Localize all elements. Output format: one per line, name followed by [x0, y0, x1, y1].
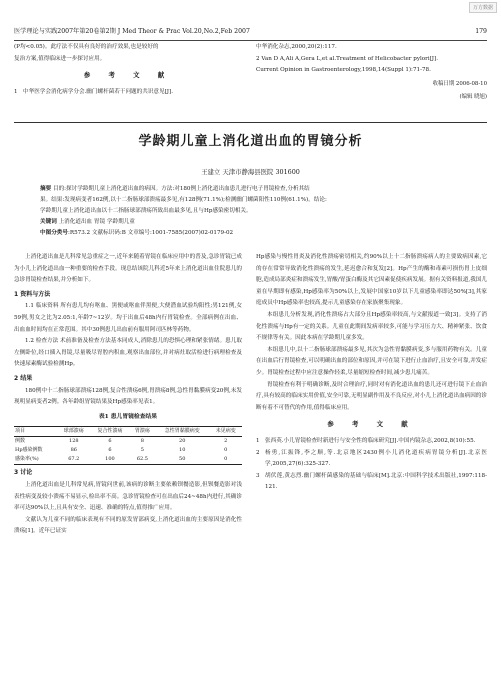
references-title: 参 考 文 献 — [327, 420, 416, 429]
section-divider — [14, 122, 487, 123]
prev-ref-line: 2 Van D A,Ali A,Gera L,et al.Treatment of Helicobacter pylori[J]. — [256, 55, 438, 62]
table-cell: 5 — [140, 447, 144, 454]
section-heading: 1 资料与方法 — [14, 290, 51, 298]
body-paragraph: 文献认为儿童不同的临床表现有不同的原发胃部病变,上消化道出血的主要原因是消化性溃疡[1]。近年已证实 — [14, 516, 242, 535]
table-row — [14, 455, 242, 465]
table-title: 表1 患儿胃镜检查结果 — [98, 413, 158, 420]
table-row — [14, 446, 242, 455]
abstract-text: 目的:探讨学龄期儿童上消化道出血的病因。方法:对180例上消化道出血患儿进行电子胃镜检查,分析其结 — [51, 186, 310, 192]
table-header-cell: 急性胃黏膜病变 — [164, 428, 200, 435]
classification-label: 中图分类号 — [40, 230, 68, 236]
section-heading: 2 结果 — [14, 374, 33, 382]
classification-text: :R573.2 文献标识码:B 文章编号:1001-7585(2007)02-0179-02 — [67, 230, 234, 236]
running-header — [14, 26, 487, 41]
table-row — [14, 437, 242, 447]
body-paragraph: 本组患儿分析发现,消化性溃疡占大部分且Hp感染率较高,与文献报道一致[3]。支持了消化性溃疡与Hp有一定的关系。儿童在此期间发病率较多,可能与学习压力大、精神紧张、饮食不规律等有关。因此本病在学龄期儿童多发。 — [256, 311, 487, 342]
table-header-cell: 球部溃疡 — [63, 428, 84, 435]
ref-number: 1 — [14, 88, 18, 95]
table-cell: 62.5 — [136, 456, 148, 463]
table-header-cell: 未见病变 — [215, 428, 236, 435]
ref-text: 中华医学会消化病学分会.幽门螺杆菌若干问题的共识意见[J]. — [23, 88, 174, 95]
ref-number: 1 — [256, 437, 260, 444]
table-header-cell: 复合性溃疡 — [97, 428, 123, 435]
table-cell: 2 — [224, 438, 228, 445]
classification-line — [40, 228, 466, 239]
table-cell: 0 — [224, 456, 228, 463]
table-cell: 10 — [179, 447, 186, 454]
body-paragraph: 上消化道出血是儿科常见病,胃镜问世前,该病的诊断主要依赖钡餐造影,但钡餐造影对浅表性病变及较小溃疡不易显示,检出率不高。急诊胃镜检查可在出血后24~48h内进行,其确诊率可达90%以上,且具有安全、迅速、准确的特点,值得推广应用。 — [14, 481, 242, 512]
results-table — [14, 426, 242, 465]
section-heading: 3 讨论 — [14, 469, 33, 477]
prev-text-line: (P均<0.05)。此疗法不仅具有良好的治疗效果,也是较好的 — [14, 44, 159, 50]
abstract-line — [40, 195, 466, 206]
corner-stamp: 万方数据 — [469, 2, 497, 13]
keywords-text: 上消化道出血 胃镜 学龄期儿童 — [56, 219, 135, 225]
prev-refs-title: 参 考 文 献 — [83, 71, 173, 80]
reference-item — [256, 471, 487, 494]
body-paragraph: 上消化道出血是儿科常见急重症之一,近年来随着胃镜在临床应用中的普及,急诊胃镜已成为小儿上消化道出血一种重要的检查手段。现总结该院儿科近5年来上消化道出血住院患儿的急诊胃镜检查结果,并分析如下。 — [14, 254, 242, 284]
article-authors: 王建立 天津市静海县医院 301600 — [201, 168, 300, 176]
table-cell: 6 — [108, 447, 112, 454]
table-cell: 8 — [140, 438, 144, 445]
ref-text: 张西英.小儿胃镜检查时新进行与安全性的临床研究[J].中国内镜杂志,2002,8(10):55. — [265, 437, 476, 444]
abstract-text: 果。结果:发现病变者162例,以十二指肠球部溃疡最多见,有128例(71.1%);检测幽门螺菌阳性110例(61.1%)。结论: — [40, 197, 327, 203]
table-cell: 0 — [224, 447, 228, 454]
prev-ref-line: Current Opinion in Gastroenterology,1998,14(Suppl 1):71-78. — [256, 67, 431, 74]
prev-ref-line: 中华消化杂志,2000,20(2):117. — [256, 44, 337, 50]
abstract-text: 学龄期儿童上消化道出血以十二指肠球部溃疡所致出血最多见,且与Hp感染密切相关。 — [40, 208, 252, 214]
keywords-label: 关键词 — [40, 219, 57, 225]
ref-text: 杨勇,江振锋,李之顺,等.北京地区2430例小儿消化道疾病胃镜分析[J].北京医学,2005,27(6):325-327. — [265, 449, 487, 468]
body-paragraph: 1.1 临床资料 所有患儿均有呕血、黑便或呕血伴黑便,大便潜血试验均阳性;男121例,女59例,男女之比为2.05:1,年龄7~12岁。均于出血后48h内行胃镜检查。全部病例在出血、出血血时间均在正常范围。其中30例患儿出血前有服用阿司匹林等药物。 — [14, 303, 242, 333]
abstract-line — [40, 206, 466, 217]
table-cell: 感染率(%) — [15, 456, 39, 463]
body-paragraph: 本组患儿中,以十二指肠球部溃疡最多见,其次为急性胃黏膜病变,多与服用药物有关。儿童在出血后行胃镜检查,可以明确出血的部位和原因,并可在镜下进行止血治疗,且安全可靠,并发症少。胃镜检查过程中应注意操作轻柔,尽量缩短检查时间,减少患儿痛苦。 — [256, 346, 487, 376]
keywords-line — [40, 217, 466, 228]
prev-reference — [14, 87, 242, 99]
abstract-block — [40, 184, 466, 239]
table-cell: 50 — [179, 456, 186, 463]
body-left-column — [14, 252, 242, 538]
article-title: 学龄期儿童上消化道出血的胃镜分析 — [138, 134, 363, 149]
body-paragraph: Hp感染与慢性胃炎及消化性溃疡密切相关,约90%以上十二指肠溃疡病人的主要致病因素,它的存在常常导致消化性溃疡的发生,延迟愈合和复发[2]。Hp产生的酶和毒素可损伤胃上皮细胞,造成局部炎症和溃疡发生,胃酸/胃蛋白酶及其它因素促使疾病发展。据有关资料报道,我国儿童在早期即有感染,Hp感染率为50%以上,发展中国家10岁以下儿童感染率即达50%[3],其家庭成员中Hp感染率也较高,提示儿童感染存在家族聚集现象。 — [256, 254, 487, 307]
table-cell: 6 — [108, 438, 112, 445]
table-header-cell: 胃溃疡 — [134, 428, 150, 435]
body-right-column — [256, 252, 487, 494]
table-header-cell: 项目 — [15, 428, 26, 435]
ref-text: 胡伏莲,黄志烈.幽门螺杆菌感染的基础与临床[M].北京:中国科学技术出版社,1997:118-121. — [265, 472, 487, 491]
abstract-line — [40, 184, 466, 195]
ref-number: 3 — [256, 472, 260, 479]
table-cell: Hp感染例数 — [15, 447, 43, 454]
table-cell: 67.2 — [68, 456, 80, 463]
body-paragraph: 胃镜检查有利于明确诊断,及时合理治疗,同时对有消化道出血的患儿还可进行镜下止血治疗,具有较高的临床实用价值,安全可靠,无明显副作用及不良反应,对小儿上消化道出血病因的诊断有着不可替代的作用,值得临床应用。 — [256, 381, 487, 411]
table-cell: 20 — [179, 438, 186, 445]
table-header-row — [14, 427, 242, 437]
table-cell: 例数 — [15, 438, 26, 445]
table-cell: 128 — [69, 438, 79, 445]
abstract-label: 摘要 — [40, 186, 52, 192]
prev-article-right — [256, 42, 487, 104]
page-number: 179 — [475, 28, 487, 35]
body-paragraph: 180例中十二指肠球部溃疡128例,复合性溃疡6例,胃溃疡8例,急性胃黏膜病变20例,未发现明显病变者2例。各年龄组胃镜结果及Hp感染率见表1。 — [14, 387, 242, 406]
reference-item — [256, 436, 487, 448]
table-cell: 86 — [70, 447, 77, 454]
reference-item — [256, 448, 487, 471]
editor-note: (编辑 晓旭) — [459, 94, 487, 101]
ref-number: 2 — [256, 449, 260, 456]
prev-text-line: 复治方案,值得临床进一步探讨应用。 — [14, 55, 106, 62]
journal-header: 医学理论与实践2007年第20卷第2期 J Med Theor & Prac Vol.20,No.2,Feb 2007 — [14, 28, 250, 35]
prev-article-left — [14, 42, 242, 98]
table-cell: 100 — [105, 456, 115, 463]
received-date: 收稿日期 2006-08-10 — [432, 80, 487, 87]
body-paragraph: 1.2 检查方法 术前准备及检查方法基本同成人,消除患儿的恐惧心理和紧张情绪。患儿取左侧卧位,经口插入胃镜,尽量吸尽胃腔内积血,观察出血部位,并对病灶取活检进行病理检查及快速尿素酶试验检测Hp。 — [14, 338, 242, 368]
